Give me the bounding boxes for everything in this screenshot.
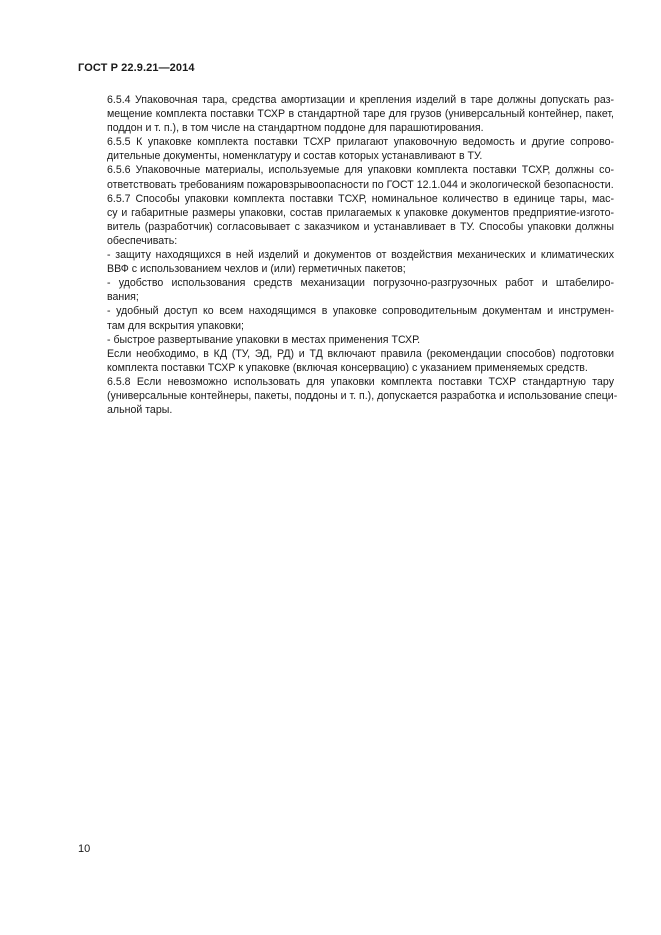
text-line: альной тары. (107, 404, 173, 417)
clause-6-5-6 (78, 163, 614, 191)
text-line: - удобный доступ ко всем находящимся в упаковке сопроводительным документам и инструмен- (107, 305, 614, 318)
paragraph-preparation (78, 347, 614, 375)
clause-6-5-5 (78, 135, 614, 163)
text-line: 6.5.7 Способы упаковки комплекта поставки ТСХР, номинальное количество в единице тары, мас- (107, 192, 614, 205)
clause-6-5-7 (78, 192, 614, 248)
text-line: дительные документы, номенклатуру и состав которых устанавливают в ТУ. (107, 150, 483, 163)
list-item-access (78, 304, 614, 332)
text-line: - удобство использования средств механизации погрузочно-разгрузочных работ и штабелиро- (107, 277, 614, 290)
list-item-deployment (78, 333, 614, 347)
text-line: 6.5.8 Если невозможно использовать для упаковки комплекта поставки ТСХР стандартную тару (107, 375, 614, 388)
list-item-protection (78, 248, 614, 276)
text-line: - быстрое развертывание упаковки в местах применения ТСХР. (107, 333, 421, 346)
page-number: 10 (78, 843, 91, 855)
text-line: Если необходимо, в КД (ТУ, ЭД, РД) и ТД включают правила (рекомендации способов) подготовки (107, 347, 614, 360)
text-line: ответствовать требованиям пожаровзрывоопасности по ГОСТ 12.1.044 и экологической безопасности. (107, 178, 614, 191)
text-line: су и габаритные размеры упаковки, состав прилагаемых к упаковке документов предприятие-изгото- (107, 206, 614, 219)
text-line: комплекта поставки ТСХР к упаковке (включая консервацию) с указанием применяемых средств. (107, 361, 588, 374)
text-line: (универсальные контейнеры, пакеты, поддоны и т. п.), допускается разработка и использование специ- (107, 389, 618, 402)
document-header-id: ГОСТ Р 22.9.21—2014 (78, 62, 195, 74)
clause-6-5-4 (78, 93, 614, 135)
text-line: поддон и т. п.), в том числе на стандартном поддоне для парашютирования. (107, 122, 484, 135)
text-line: 6.5.6 Упаковочные материалы, используемые для упаковки комплекта поставки ТСХР, должны со- (107, 164, 614, 177)
text-line: - защиту находящихся в ней изделий и документов от воздействия механических и климатических (107, 249, 614, 262)
text-line: витель (разработчик) согласовывает с заказчиком и устанавливает в ТУ. Способы упаковки должны (107, 220, 614, 233)
document-body (78, 93, 618, 417)
text-line: 6.5.4 Упаковочная тара, средства амортизации и крепления изделий в таре должны допускать раз- (107, 94, 614, 106)
list-item-mechanization (78, 276, 614, 304)
text-line: вания; (107, 291, 139, 304)
text-line: ВВФ с использованием чехлов и (или) герметичных пакетов; (107, 263, 406, 276)
text-line: 6.5.5 К упаковке комплекта поставки ТСХР прилагают упаковочную ведомость и другие сопрово- (107, 136, 614, 149)
text-line: там для вскрытия упаковки; (107, 319, 244, 332)
text-line: мещение комплекта поставки ТСХР в стандартной таре для грузов (универсальный контейнер, пакет, (107, 108, 614, 121)
text-line: обеспечивать: (107, 234, 178, 247)
clause-6-5-8 (78, 375, 618, 417)
